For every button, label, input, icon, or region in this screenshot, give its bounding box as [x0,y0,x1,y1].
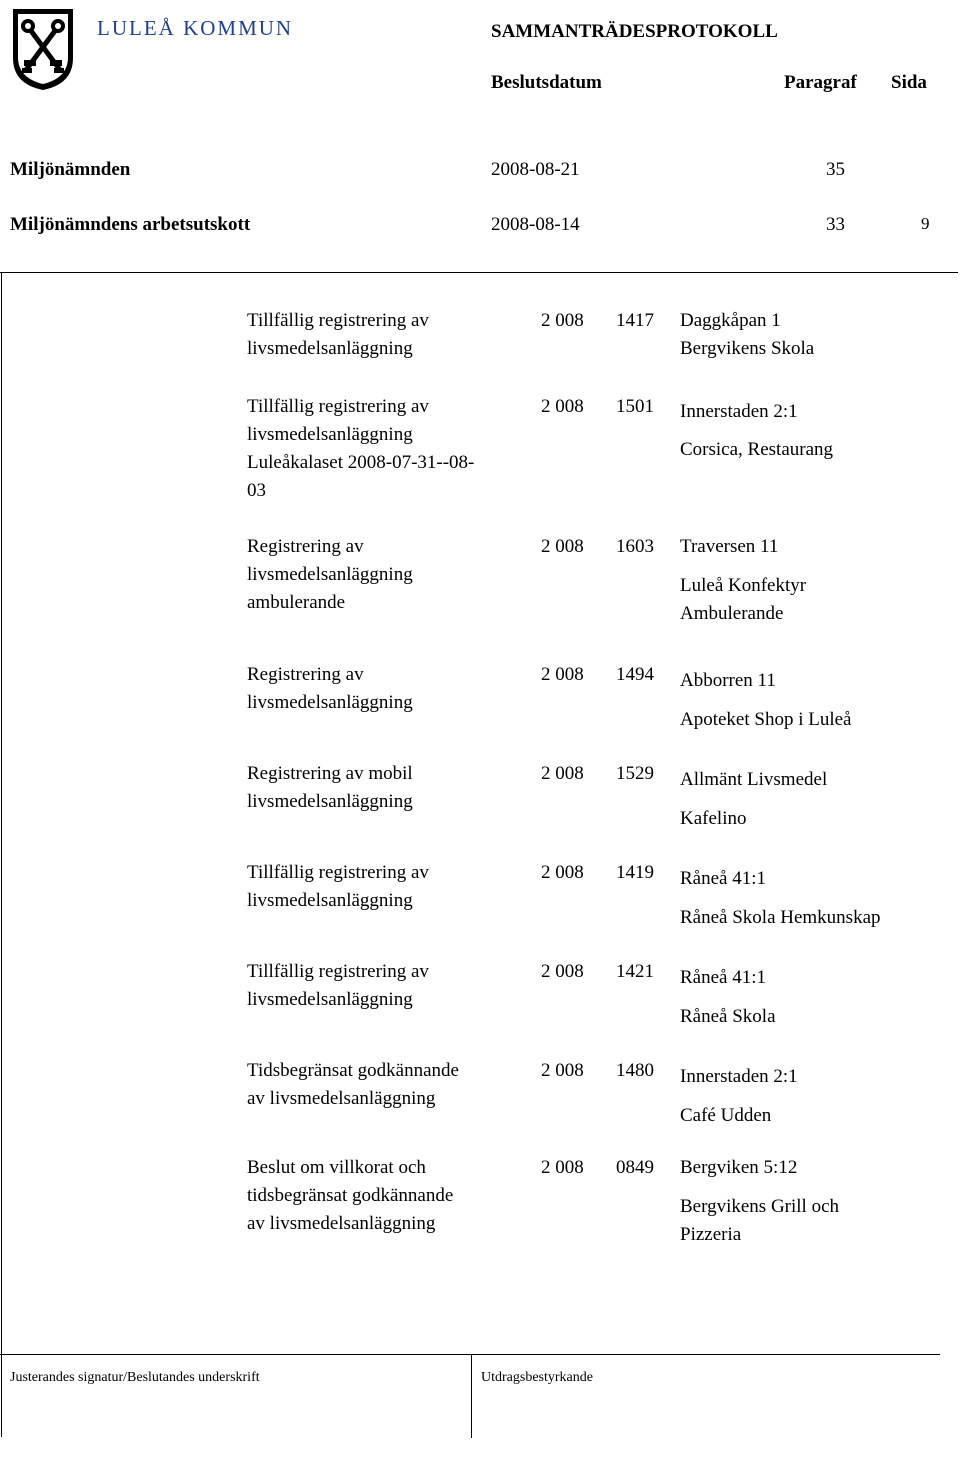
organization-name: LULEÅ KOMMUN [97,16,294,40]
decision-description: Tidsbegränsat godkännande av livsmedelsanläggning [247,1060,459,1109]
decision-description: Tillfällig registrering av livsmedelsanläggning [247,310,429,359]
decision-number: 1529 [616,763,654,784]
decision-description: Tillfällig registrering av livsmedelsanläggning [247,961,429,1010]
document-title: SAMMANTRÄDESPROTOKOLL [491,21,778,42]
meeting-paragraph: 35 [826,159,845,180]
certifier-label: Utdragsbestyrkande [481,1370,593,1385]
footer-divider [471,1354,472,1438]
decision-year: 2 008 [541,763,584,784]
decision-number: 1501 [616,396,654,417]
decision-property: Innerstaden 2:1 Café Udden [680,1066,798,1126]
meeting-body: Miljönämnden [10,159,131,180]
meeting-paragraph: 33 [826,214,845,235]
footer-top-rule [0,1354,940,1355]
decision-year: 2 008 [541,1157,584,1178]
decision-number: 1421 [616,961,654,982]
column-header-page: Sida [891,72,927,93]
decision-property: Råneå 41:1 Råneå Skola Hemkunskap [680,868,881,928]
decision-property: Traversen 11 Luleå Konfektyr Ambulerande [680,536,807,624]
decision-description: Registrering av livsmedelsanläggning [247,664,413,713]
decision-year: 2 008 [541,396,584,417]
column-header-date: Beslutsdatum [491,72,602,93]
decision-number: 1603 [616,536,654,557]
coat-of-arms-logo [10,6,76,92]
decision-description: Tillfällig registrering av livsmedelsanläggning [247,862,429,911]
decision-year: 2 008 [541,862,584,883]
column-header-paragraph: Paragraf [784,72,857,93]
decision-year: 2 008 [541,310,584,331]
decision-description: Tillfällig registrering av livsmedelsanläggning Luleåkalaset 2008-07-31--08- 03 [247,396,475,501]
decision-property: Allmänt Livsmedel Kafelino [680,769,828,829]
decision-property: Daggkåpan 1 Bergvikens Skola [680,310,815,359]
decision-year: 2 008 [541,1060,584,1081]
decision-year: 2 008 [541,961,584,982]
content-top-rule [0,272,958,273]
page-number: 9 [921,214,930,233]
decision-description: Beslut om villkorat och tidsbegränsat godkännande av livsmedelsanläggning [247,1157,454,1234]
decision-number: 1494 [616,664,654,685]
content-left-border [1,272,2,1437]
meeting-date: 2008-08-14 [491,214,580,235]
decision-property: Abborren 11 Apoteket Shop i Luleå [680,670,852,730]
decision-number: 1419 [616,862,654,883]
decision-number: 1480 [616,1060,654,1081]
signature-label: Justerandes signatur/Beslutandes underskrift [10,1370,260,1385]
decision-year: 2 008 [541,664,584,685]
decision-number: 1417 [616,310,654,331]
meeting-body: Miljönämndens arbetsutskott [10,214,251,235]
meeting-date: 2008-08-21 [491,159,580,180]
decision-property: Bergviken 5:12 Bergvikens Grill och Pizzeria [680,1157,840,1245]
decision-number: 0849 [616,1157,654,1178]
decision-description: Registrering av mobil livsmedelsanläggning [247,763,413,812]
decision-year: 2 008 [541,536,584,557]
decision-property: Råneå 41:1 Råneå Skola [680,967,776,1027]
decision-description: Registrering av livsmedelsanläggning ambulerande [247,536,413,613]
decision-property: Innerstaden 2:1 Corsica, Restaurang [680,401,834,460]
